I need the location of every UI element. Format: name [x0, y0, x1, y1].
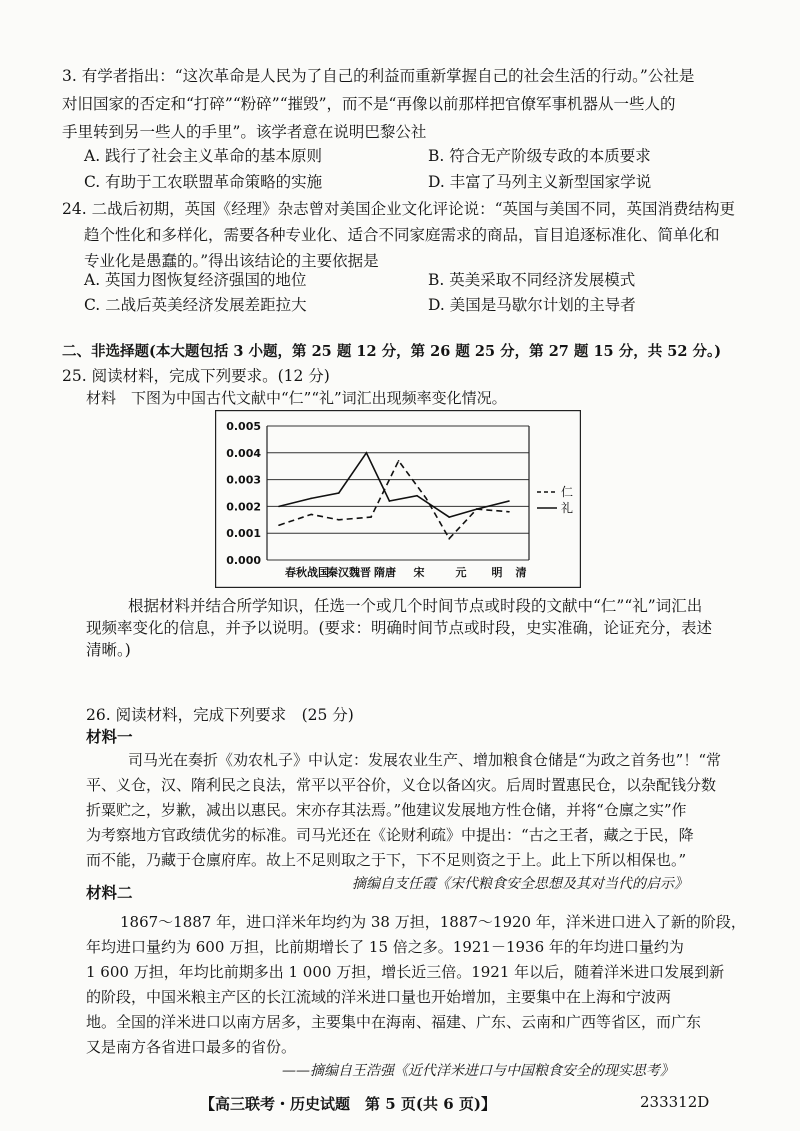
- q25-question-line2: 现频率变化的信息，并予以说明。(要求：明确时间节点或时段，史实准确，论证充分，表述: [86, 619, 713, 637]
- q26-material2-line5: 地。全国的洋米进口以南方居多，主要集中在海南、福建、广东、云南和广西等省区，而广东: [86, 1013, 702, 1031]
- q26-material1-line4: 为考察地方官政绩优劣的标准。司马光还在《论财利疏》中提出：“古之王者，藏之于民，降: [86, 826, 694, 844]
- series-point: [425, 498, 427, 500]
- series-point: [508, 511, 510, 513]
- q23-option-c: C. 有助于工农联盟革命策略的实施: [84, 173, 323, 191]
- x-tick-label: 清: [515, 566, 527, 579]
- y-tick-label: 0.000: [226, 554, 261, 567]
- x-tick-label: 元: [455, 566, 467, 579]
- x-tick-label: 隋唐: [374, 566, 396, 579]
- section2-heading: 二、非选择题(本大题包括 3 小题，第 25 题 12 分，第 26 题 25 分，第 27 题 15 分，共 52 分。): [62, 343, 722, 360]
- y-tick-label: 0.003: [226, 473, 261, 487]
- x-tick-label: 春秋战国: [285, 566, 329, 579]
- series-point: [448, 538, 450, 540]
- q23-stem-line3: 手里转到另一些人的手里”。该学者意在说明巴黎公社: [62, 123, 427, 141]
- q24-stem-line3: 专业化是愚蠢的。”得出该结论的主要依据是: [84, 252, 379, 270]
- q25-material: 材料 下图为中国古代文献中“仁”“礼”词汇出现频率变化情况。: [86, 389, 507, 407]
- series-point: [366, 452, 368, 454]
- series-point: [448, 516, 450, 518]
- series-point: [476, 508, 478, 510]
- q26-material1-line2: 平、义仓，汉、隋利民之良法，常平以平谷价，义仓以备凶灾。后周时置惠民仓，以杂配钱分数: [86, 776, 717, 794]
- q24-stem-line1: 24. 二战后初期，英国《经理》杂志曾对美国企业文化评论说：“英国与美国不同，英国消费结构更: [62, 200, 736, 218]
- series-point: [338, 492, 340, 494]
- q23-option-b: B. 符合无产阶级专政的本质要求: [428, 147, 651, 165]
- y-tick-label: 0.004: [226, 446, 261, 460]
- series-point: [370, 516, 372, 518]
- q26-material1-source: 摘编自支任霞《宋代粮食安全思想及其对当代的启示》: [352, 876, 688, 892]
- q26-material2-line1: 1867～1887 年，进口洋米年均约为 38 万担，1887～1920 年，洋米进口进入了新的阶段，: [120, 913, 746, 931]
- q26-material2-source: ——摘编自王浩强《近代洋米进口与中国粮食安全的现实思考》: [282, 1063, 674, 1079]
- q24-stem-line2: 趋个性化和多样化，需要各种专业化、适合不同家庭需求的商品，盲目追逐标准化、简单化和: [84, 226, 720, 244]
- frequency-line-chart: [215, 410, 581, 588]
- q26-material1-line3: 折粟贮之，岁歉，减出以惠民。宋亦存其法焉。”他建议发展地方性仓储，并将“仓廪之实”作: [86, 801, 687, 819]
- series-point: [310, 498, 312, 500]
- y-tick-label: 0.005: [226, 420, 261, 433]
- q26-material2-line2: 年均进口量约为 600 万担，比前期增长了 15 倍之多。1921－1936 年的年均进口量约为: [86, 938, 684, 956]
- q23-stem-line1: 3. 有学者指出：“这次革命是人民为了自己的利益而重新掌握自己的社会生活的行动。”公社是: [62, 67, 695, 85]
- q26-material1-line1: 司马光在奏折《劝农札子》中认定：发展农业生产、增加粮食仓储是“为政之首务也”！“常: [128, 751, 722, 769]
- series-point: [278, 506, 280, 508]
- q23-option-d: D. 丰富了马列主义新型国家学说: [428, 173, 652, 191]
- series-line-li: [279, 453, 509, 517]
- q26-material2-line4: 的阶段，中国米粮主产区的长江流域的洋米进口量也开始增加，主要集中在上海和宁波两: [86, 988, 672, 1006]
- q24-option-a: A. 英国力图恢复经济强国的地位: [84, 271, 307, 289]
- q25-title: 25. 阅读材料，完成下列要求。(12 分): [62, 367, 330, 385]
- q26-material2-label: 材料二: [86, 883, 133, 902]
- y-tick-label: 0.001: [226, 527, 261, 541]
- q25-question-line3: 清晰。): [86, 641, 131, 659]
- q24-option-c: C. 二战后英美经济发展差距拉大: [84, 296, 307, 314]
- legend-label: 礼: [561, 501, 574, 515]
- series-point: [416, 495, 418, 497]
- q26-material1-label: 材料一: [86, 727, 133, 746]
- series-point: [310, 514, 312, 516]
- page-footer-code: 233312D: [640, 1093, 710, 1111]
- x-tick-label: 明: [491, 566, 503, 579]
- q26-material1-line5: 而不能，乃藏于仓廪府库。故上不足则取之于下，下不足则资之于上。此上下所以相保也。”: [86, 851, 687, 869]
- page-footer-label: 【高三联考・历史试题 第 5 页(共 6 页)】: [200, 1095, 496, 1113]
- q24-option-d: D. 美国是马歇尔计划的主导者: [428, 296, 636, 314]
- x-tick-label: 秦汉魏晋: [327, 566, 371, 579]
- y-tick-label: 0.002: [226, 500, 261, 514]
- series-point: [398, 460, 400, 462]
- series-point: [338, 519, 340, 521]
- q25-question-line1: 根据材料并结合所学知识，任选一个或几个时间节点或时段的文献中“仁”“礼”词汇出: [128, 597, 703, 615]
- q26-title: 26. 阅读材料，完成下列要求 (25 分): [86, 706, 354, 724]
- q26-material2-line3: 1 600 万担，年均比前期多出 1 000 万担，增长近三倍。1921 年以后，随着洋米进口发展到新: [86, 963, 725, 981]
- series-point: [278, 524, 280, 526]
- series-point: [508, 500, 510, 502]
- x-tick-label: 宋: [413, 566, 425, 579]
- series-point: [389, 500, 391, 502]
- q26-material2-line6: 又是南方各省进口最多的省份。: [86, 1038, 297, 1056]
- q23-stem-line2: 对旧国家的否定和“打碎”“粉碎”“摧毁”，而不是“再像以前那样把官僚军事机器从一些人的: [62, 95, 676, 113]
- q23-option-a: A. 践行了社会主义革命的基本原则: [84, 147, 323, 165]
- legend-label: 仁: [561, 485, 574, 499]
- q24-option-b: B. 英美采取不同经济发展模式: [428, 271, 636, 289]
- chart-svg: [215, 410, 581, 588]
